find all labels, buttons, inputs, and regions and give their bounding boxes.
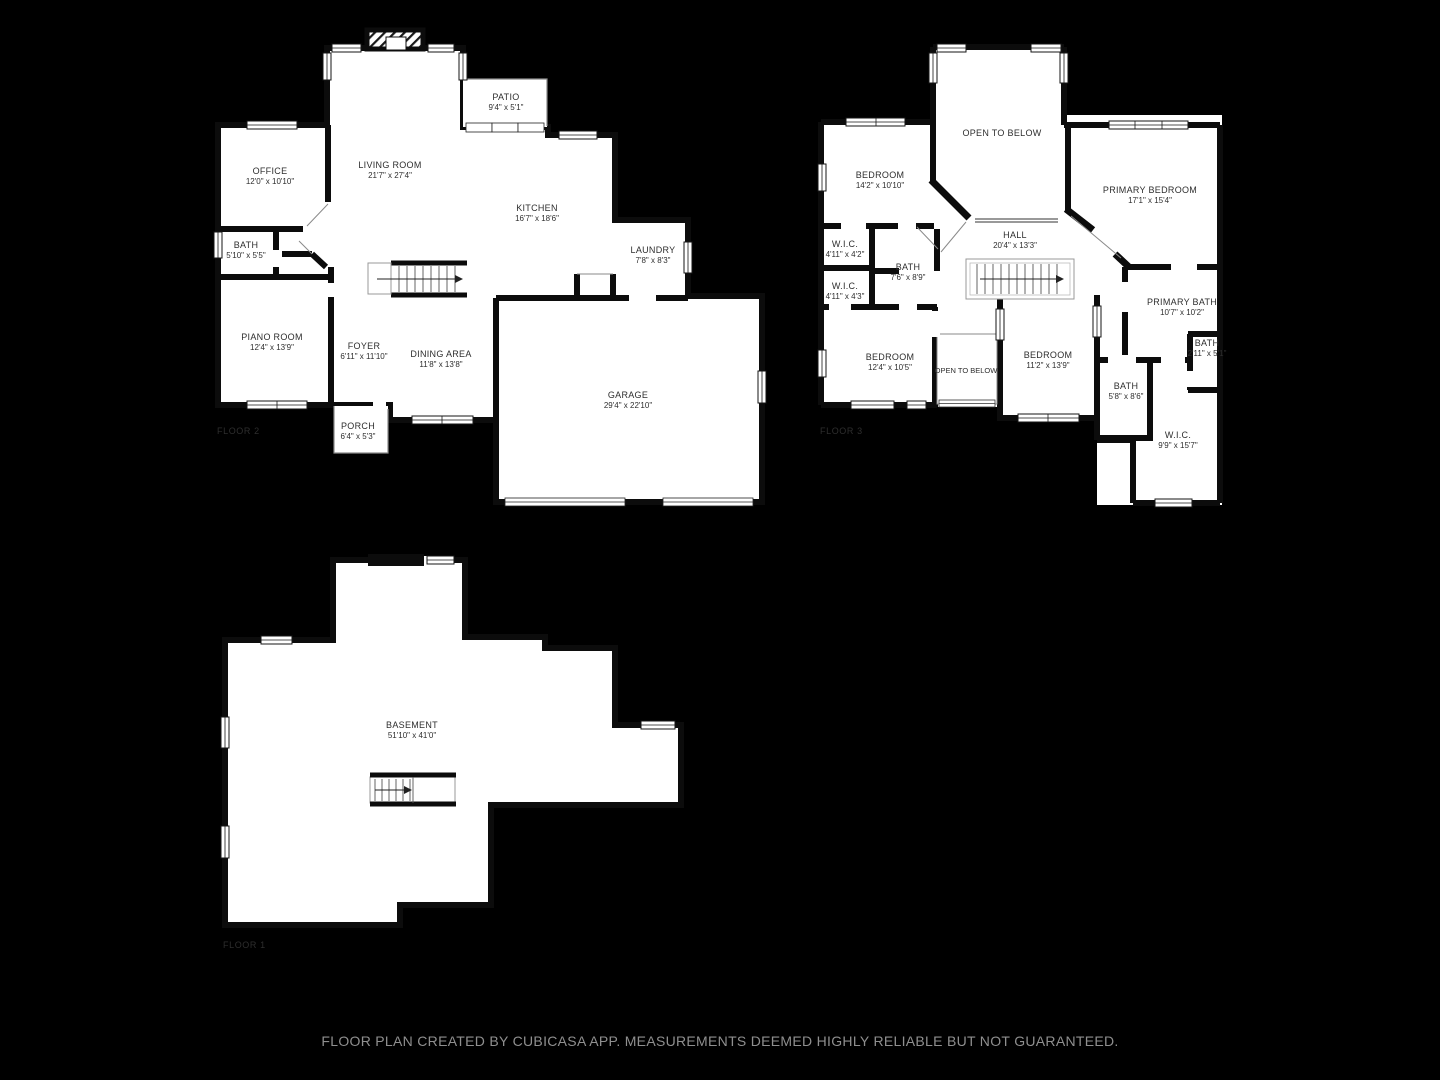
room-dims: 29'4" x 22'10"	[603, 401, 653, 411]
room-label-laundry	[631, 245, 676, 266]
room-name: PIANO ROOM	[241, 332, 303, 342]
room-name: BATH	[1194, 338, 1220, 348]
room-name: BEDROOM	[855, 170, 905, 180]
room-dims: 20'4" x 13'3"	[993, 241, 1037, 251]
patio-door-panels	[466, 123, 544, 132]
room-label-bath-f2	[226, 240, 265, 261]
room-label-garage	[604, 390, 652, 411]
room-label-living-room	[358, 160, 421, 181]
room-dims: 17'1" x 15'4"	[1128, 196, 1172, 206]
room-name: HALL	[1003, 230, 1027, 240]
room-dims: 12'4" x 13'9"	[250, 343, 294, 353]
room-label-bath-211	[1188, 338, 1227, 359]
room-name: PATIO	[492, 92, 520, 102]
room-dims: 6'4" x 5'3"	[340, 432, 376, 442]
room-dims: 12'4" x 10'5"	[868, 363, 912, 373]
room-dims: 11'2" x 13'9"	[1026, 361, 1070, 371]
room-label-patio	[489, 92, 524, 113]
room-dims: 5'10" x 5'5"	[226, 251, 266, 261]
room-label-primary-bath	[1147, 297, 1217, 318]
room-dims: 12'0" x 10'10"	[245, 177, 295, 187]
room-label-primary-bedroom	[1103, 185, 1197, 206]
room-dims: 7'8" x 8'3"	[635, 256, 671, 266]
floor-label-1: FLOOR 1	[223, 940, 266, 950]
floor-label-2: FLOOR 2	[217, 426, 260, 436]
room-label-kitchen	[515, 203, 559, 224]
room-dims: 6'11" x 11'10"	[340, 352, 388, 362]
room-name: BATH	[1113, 381, 1139, 391]
room-name: KITCHEN	[516, 203, 558, 213]
room-dims: 21'7" x 27'4"	[368, 171, 412, 181]
floor1-plan	[221, 554, 681, 925]
chimney-hatch	[367, 30, 423, 50]
room-name: OPEN TO BELOW	[934, 366, 998, 375]
floor-label-3: FLOOR 3	[820, 426, 863, 436]
room-name: PRIMARY BEDROOM	[1102, 185, 1198, 195]
room-label-basement	[386, 720, 438, 741]
room-dims: 9'4" x 5'1"	[488, 103, 524, 113]
room-label-bedroom-1	[856, 170, 905, 191]
room-label-bedroom-2	[866, 352, 915, 373]
room-name: W.I.C.	[831, 239, 859, 249]
room-name: OPEN TO BELOW	[962, 128, 1042, 138]
stairs-floor1	[370, 775, 456, 804]
room-dims: 4'11" x 4'2"	[825, 250, 865, 260]
room-name: LIVING ROOM	[358, 160, 422, 170]
room-label-dining-area	[410, 349, 471, 370]
room-label-bedroom-3	[1024, 350, 1073, 371]
stairs-floor3	[966, 259, 1074, 299]
room-label-wic-3	[1158, 430, 1197, 451]
room-name: PORCH	[340, 421, 376, 431]
room-name: BATH	[233, 240, 259, 250]
room-label-hall	[993, 230, 1037, 251]
room-dims: 7'6" x 8'9"	[890, 273, 926, 283]
room-label-open-to-below-2	[935, 366, 998, 375]
room-name: BEDROOM	[865, 352, 915, 362]
room-name: W.I.C.	[1164, 430, 1192, 440]
room-name: BEDROOM	[1023, 350, 1073, 360]
room-name: BATH	[895, 262, 921, 272]
room-name: OFFICE	[252, 166, 288, 176]
room-dims: 11'8" x 13'8"	[419, 360, 463, 370]
room-dims: 10'7" x 10'2"	[1160, 308, 1204, 318]
room-dims: 14'2" x 10'10"	[855, 181, 905, 191]
room-dims: 2'11" x 5'1"	[1187, 349, 1227, 359]
room-label-bath-58	[1109, 381, 1144, 402]
room-label-piano-room	[241, 332, 303, 353]
room-label-wic-1	[826, 239, 865, 260]
room-dims: 5'8" x 8'6"	[1108, 392, 1144, 402]
room-name: FOYER	[347, 341, 381, 351]
room-label-office	[246, 166, 294, 187]
stairs-floor2	[368, 263, 467, 295]
room-label-foyer	[340, 341, 387, 362]
stair-wall-band	[368, 554, 424, 566]
room-label-open-to-below	[962, 128, 1041, 139]
room-label-wic-2	[826, 281, 865, 302]
room-dims: 16'7" x 18'6"	[515, 214, 559, 224]
footer-disclaimer: FLOOR PLAN CREATED BY CUBICASA APP. MEASUREMENTS DEEMED HIGHLY RELIABLE BUT NOT GUARANTEED.	[321, 1033, 1119, 1049]
room-name: GARAGE	[607, 390, 649, 400]
room-label-porch	[341, 421, 376, 442]
room-name: BASEMENT	[386, 720, 438, 730]
room-dims: 4'11" x 4'3"	[825, 292, 865, 302]
room-dims: 51'10" x 41'0"	[387, 731, 437, 741]
room-name: DINING AREA	[410, 349, 472, 359]
room-name: LAUNDRY	[630, 245, 676, 255]
room-label-bath-76	[891, 262, 926, 283]
room-name: W.I.C.	[831, 281, 859, 291]
room-name: PRIMARY BATH	[1146, 297, 1218, 307]
room-dims: 9'9" x 15'7"	[1158, 441, 1198, 451]
